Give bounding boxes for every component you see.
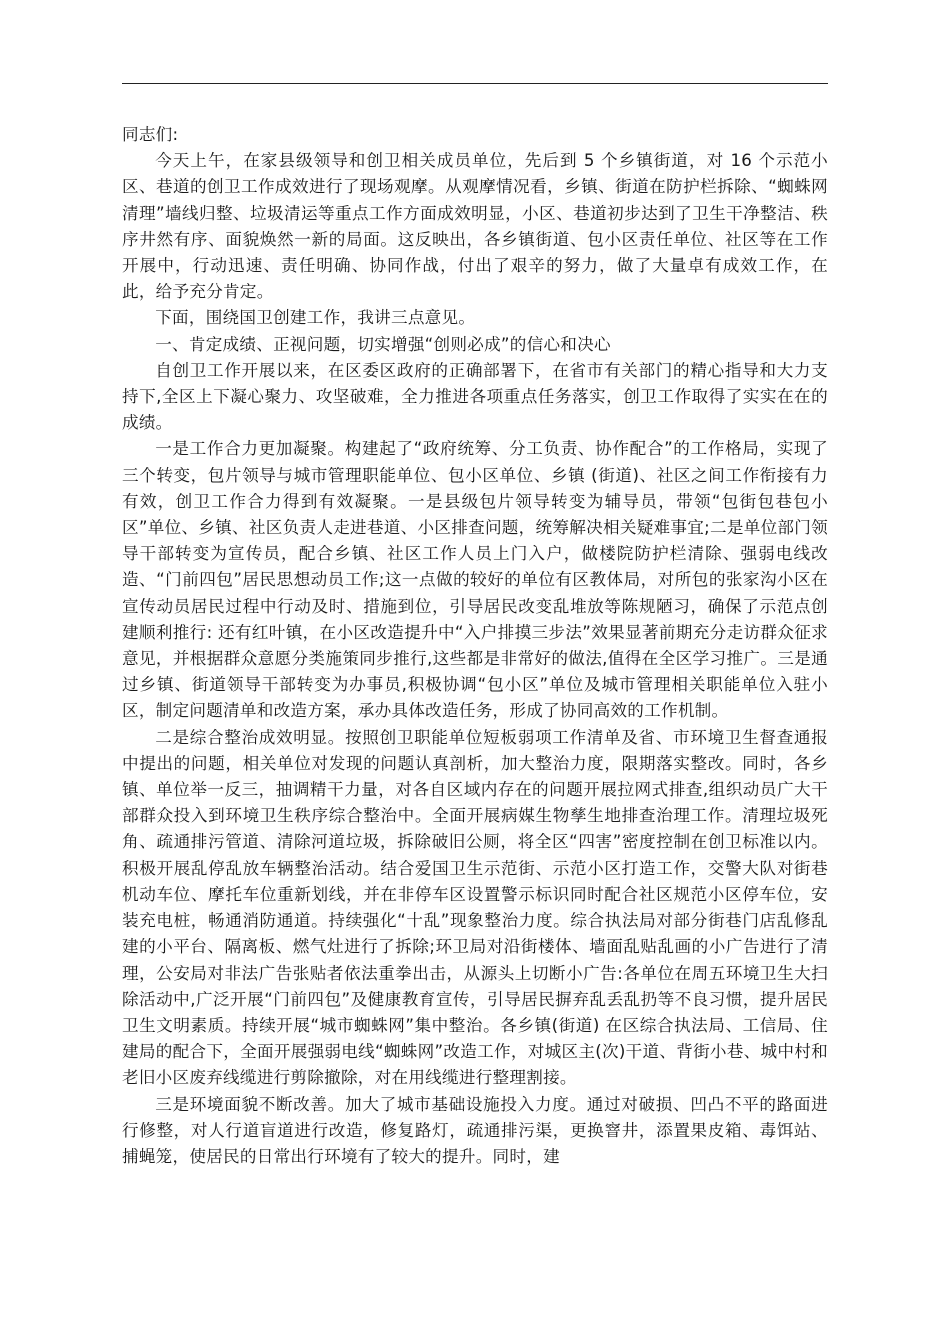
paragraph-opening: 今天上午，在家县级领导和创卫相关成员单位，先后到 5 个乡镇街道，对 16 个示范小区、巷道的创卫工作成效进行了现场观摩。从观摩情况看，乡镇、街道在防护栏拆除、“蜘蛛网清理”墙线归整、垃圾清运等重点工作方面成效明显，小区、巷道初步达到了卫生干净整洁、秩序井然有序、面貌焕然一新的局面。这反映出，各乡镇街道、包小区责任单位、社区等在工作开展中，行动迅速、责任明确、协同作战，付出了艰辛的努力，做了大量卓有成效工作，在此，给予充分肯定。 — [122, 151, 828, 302]
document-body — [122, 122, 828, 1170]
salutation: 同志们: — [122, 125, 179, 144]
paragraph-achievements-intro: 自创卫工作开展以来，在区委区政府的正确部署下，在省市有关部门的精心指导和大力支持下,全区上下凝心聚力、攻坚破难，全力推进各项重点任务落实，创卫工作取得了实实在在的成绩。 — [122, 360, 828, 433]
paragraph-environment-improvement: 三是环境面貌不断改善。加大了城市基础设施投入力度。通过对破损、凹凸不平的路面进行修整，对人行道盲道进行改造，修复路灯，疏通排污渠，更换窨井，添置果皮箱、毒饵站、捕蝇笼，使居民的日常出行环境有了较大的提升。同时，建 — [122, 1094, 828, 1166]
header-rule — [122, 83, 828, 84]
paragraph-transition: 下面，围绕国卫创建工作，我讲三点意见。 — [155, 308, 476, 328]
section-heading-1: 一、肯定成绩、正视问题，切实增强“创则必成”的信心和决心 — [155, 334, 611, 354]
paragraph-comprehensive-rectification: 二是综合整治成效明显。按照创卫职能单位短板弱项工作清单及省、市环境卫生督查通报中提出的问题，相关单位对发现的问题认真剖析，加大整治力度，限期落实整改。同时，各乡镇、单位举一反三，抽调精干力量，对各自区域内存在的问题开展拉网式排查,组织动员广大干部群众投入到环境卫生秩序综合整治中。全面开展病媒生物孳生地排查治理工作。清理垃圾死角、疏通排污管道、清除河道垃圾，拆除破旧公厕，将全区“四害”密度控制在创卫标准以内。积极开展乱停乱放车辆整治活动。结合爱国卫生示范街、示范小区打造工作，交警大队对街巷机动车位、摩托车位重新划线，并在非停车区设置警示标识同时配合社区规范小区停车位，安装充电桩，畅通消防通道。持续强化“十乱”现象整治力度。综合执法局对部分街巷门店乱修乱建的小平台、隔离板、燃气灶进行了拆除;环卫局对沿街楼体、墙面乱贴乱画的小广告进行了清理，公安局对非法广告张贴者依法重拳出击，从源头上切断小广告:各单位在周五环境卫生大扫除活动中,广泛开展“门前四包”及健康教育宣传，引导居民摒弃乱丢乱扔等不良习惯，提升居民卫生文明素质。持续开展“城市蜘蛛网”集中整治。各乡镇(街道) 在区综合执法局、工信局、住建局的配合下，全面开展强弱电线“蜘蛛网”改造工作，对城区主(次)干道、背街小巷、城中村和老旧小区废弃线缆进行剪除撤除，对在用线缆进行整理割接。 — [122, 727, 828, 1088]
paragraph-work-synergy: 一是工作合力更加凝聚。构建起了“政府统筹、分工负责、协作配合”的工作格局，实现了三个转变，包片领导与城市管理职能单位、包小区单位、乡镇 (街道)、社区之间工作衔接有力有效，创卫工作合力得到有效凝聚。一是县级包片领导转变为辅导员，带领“包街包巷包小区”单位、乡镇、社区负责人走进巷道、小区排查问题，统筹解决相关疑难事宜;二是单位部门领导干部转变为宣传员，配合乡镇、社区工作人员上门入户，做楼院防护栏清除、强弱电线改造、“门前四包”居民思想动员工作;这一点做的较好的单位有区教体局，对所包的张家沟小区在宣传动员居民过程中行动及时、措施到位，引导居民改变乱堆放等陈规陋习，确保了示范点创建顺利推行: 还有红叶镇，在小区改造提升中“入户排摸三步法”效果显著前期充分走访群众征求意见，并根据群众意愿分类施策同步推行,这些都是非常好的做法,值得在全区学习推广。三是通过乡镇、街道领导干部转变为办事员,积极协调“包小区”单位及城市管理相关职能单位入驻小区，制定问题清单和改造方案，承办具体改造任务，形成了协同高效的工作机制。 — [122, 439, 828, 721]
